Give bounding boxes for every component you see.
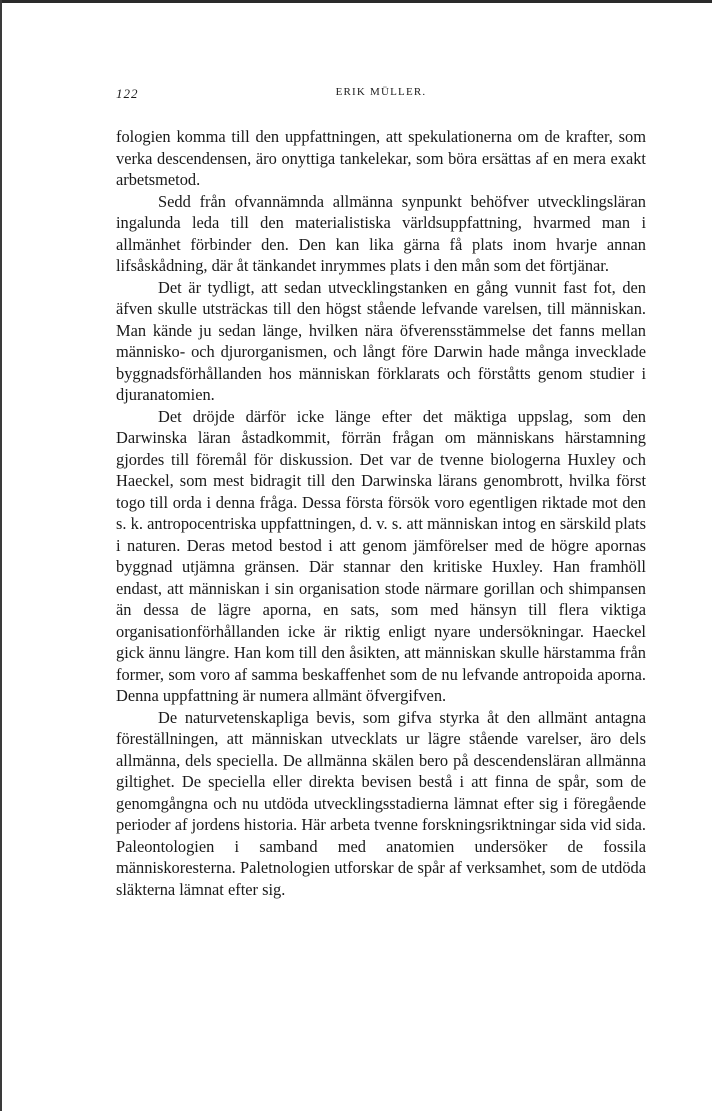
running-title: ERIK MÜLLER. [335,86,427,98]
page-number: 122 [116,86,139,101]
running-head [116,86,646,108]
scan-border-left [0,0,2,1111]
paragraph-continuation: fologien komma till den uppfattningen, att spekulationerna om de krafter, som verka descendensen, äro onyttiga tankelekar, som böra ersättas af en mera exakt arbetsmetod. [116,127,646,189]
paragraph: Det är tydligt, att sedan utvecklingstanken en gång vunnit fast fot, den äfven skulle utsträckas till den högst stående lefvande varelsen, till människan. Man kände ju sedan länge, hvilken nära öfverensstämmelse det fanns mellan människo- och djurorganismen, och långt före Darwin hade många invecklade byggnadsförhållanden hos människan förklarats och förståtts genom studier i djuranatomien. [116,277,646,404]
body-text [116,126,646,900]
paragraph: Det dröjde därför icke länge efter det mäktiga uppslag, som den Darwinska läran åstadkommit, förrän frågan om människans härstamning gjordes till föremål för diskussion. Det var de tvenne biologerna Huxley och Haeckel, som mest bidragit till den Darwinska lärans genombrott, hvilka först togo till orda i denna fråga. Dessa första försök voro egentligen riktade mot den s. k. antropocentriska uppfattningen, d. v. s. att människan intog en särskild plats i naturen. Deras metod bestod i att genom jämförelser med de högre apornas byggnad utjämna gränsen. Där stannar den kritiske Huxley. Han framhöll endast, att människan i sin organisation stode närmare gorillan och shimpansen än dessa de lägre aporna, en sats, som med hänsyn till flera viktiga organisationförhållanden icke är riktig enligt nyare undersökningar. Haeckel gick ännu längre. Han kom till den åsikten, att människan skulle härstamma från former, som voro af samma beskaffenhet som de nu lefvande antropoida aporna. Denna uppfattning är numera allmänt öfvergifven. [116,406,646,705]
book-page [116,86,646,900]
scan-border-top [0,0,712,3]
paragraph: De naturvetenskapliga bevis, som gifva styrka åt den allmänt antagna föreställningen, att människan utvecklats ur lägre stående varelser, äro dels allmänna, dels speciella. De allmänna skälen bero på descendensläran allmänna giltighet. De speciella eller direkta bevisen bestå i att finna de spår, som de genomgångna och nu utdöda utvecklingsstadierna lämnat efter sig i föregående perioder af jordens historia. Här arbeta tvenne forskningsriktningar sida vid sida. Paleontologien i samband med anatomien undersöker de fossila människoresterna. Paletnologien utforskar de spår af verksamhet, som de utdöda släkterna lämnat efter sig. [116,707,646,899]
paragraph: Sedd från ofvannämnda allmänna synpunkt behöfver utvecklingsläran ingalunda leda till den materialistiska världsuppfattning, hvarmed man i allmänhet förbinder den. Den kan lika gärna få plats inom hvarje annan lifsåskådning, där åt tänkandet inrymmes plats i den mån som det förtjänar. [116,191,646,275]
